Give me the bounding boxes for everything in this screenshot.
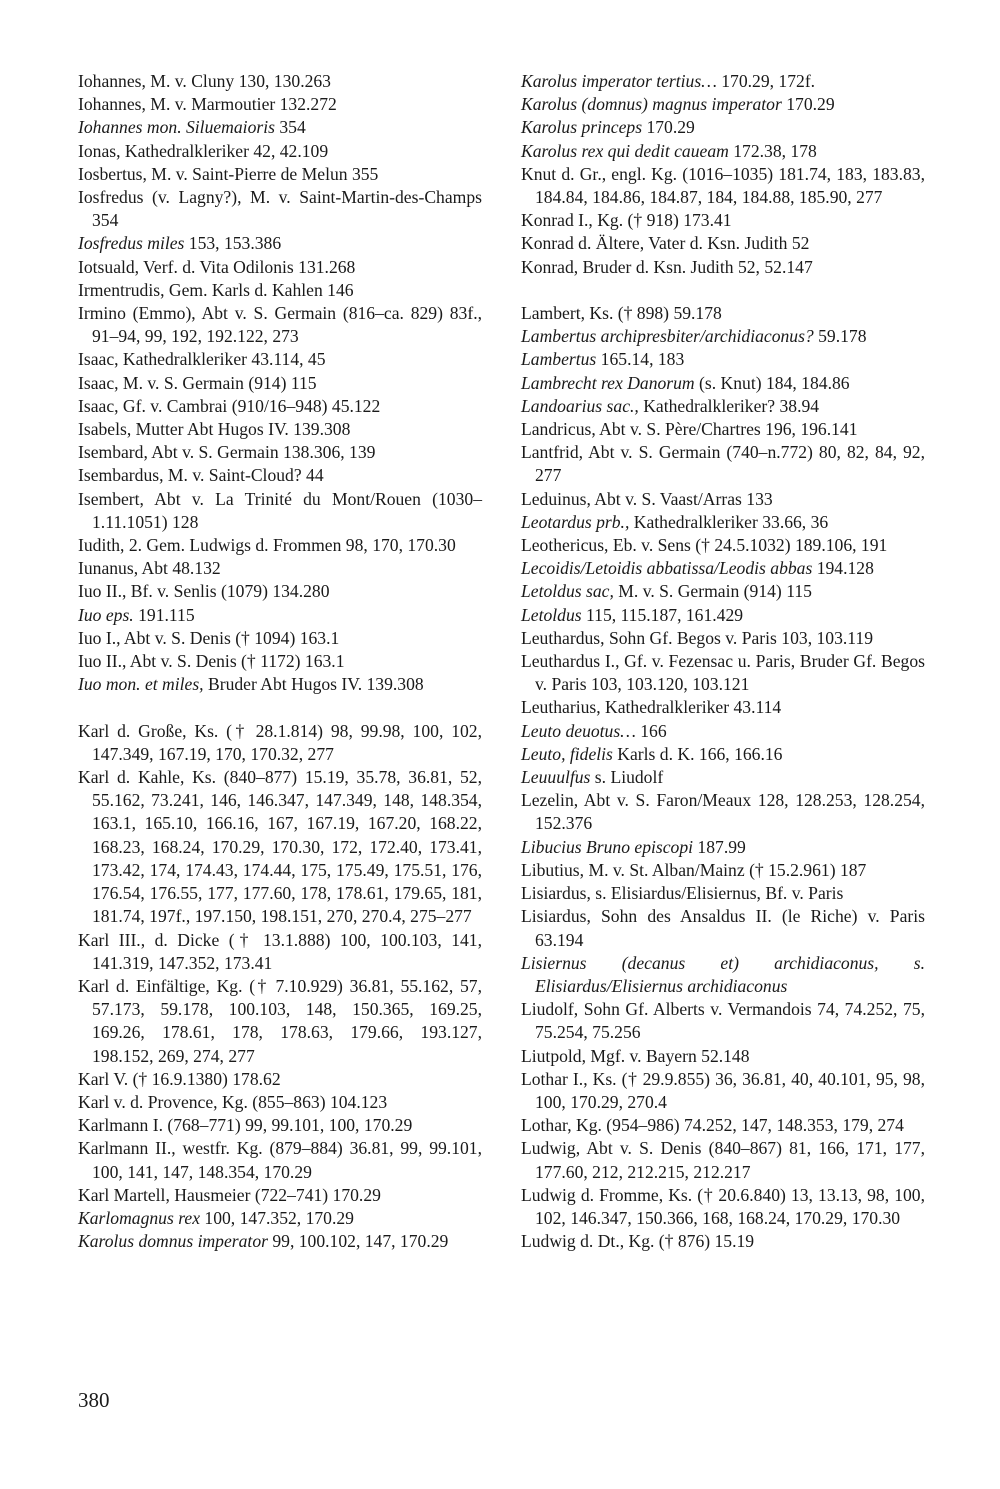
index-entry (521, 116, 925, 139)
index-entry (521, 859, 925, 882)
entry-term-italic: Letoldus (521, 604, 582, 625)
index-entry (78, 1230, 482, 1253)
page-number: 380 (78, 1388, 110, 1412)
entry-text: 172.38, 178 (728, 140, 817, 161)
entry-term-italic: Lambrecht rex Danorum (521, 372, 695, 393)
entry-text: Karl III., d. Dicke († 13.1.888) 100, 100.103, 141, 141.319, 147.352, 173.41 (78, 929, 482, 973)
entry-term-italic: Karolus princeps (521, 117, 643, 138)
entry-term-italic: Karolus domnus imperator (78, 1231, 268, 1252)
index-entry (521, 627, 925, 650)
index-entry (521, 1045, 925, 1068)
entry-text: Konrad, Bruder d. Ksn. Judith 52, 52.147 (521, 256, 813, 277)
index-entry (521, 905, 925, 951)
entry-text: 170.29 (642, 117, 695, 138)
index-entry (78, 116, 482, 139)
index-entry (521, 163, 925, 209)
entry-text: Landricus, Abt v. S. Père/Chartres 196, 196.141 (521, 419, 858, 440)
entry-text: Karl d. Einfältige, Kg. († 7.10.929) 36.81, 55.162, 57, 57.173, 59.178, 100.103, 148, 150.365, 169.25, 169.26, 178.61, 178, 178.63, 179.66, 193.127, 198.152, 269, 274, 277 (78, 975, 482, 1066)
entry-term-italic: Karolus (domnus) magnus imperator (521, 94, 782, 115)
entry-text: Bruder Abt Hugos IV. 139.308 (203, 674, 424, 695)
index-entry (78, 580, 482, 603)
index-entry (521, 766, 925, 789)
entry-text: 354 (274, 117, 306, 138)
entry-text: Lezelin, Abt v. S. Faron/Meaux 128, 128.253, 128.254, 152.376 (521, 790, 925, 834)
entry-text: (s. Knut) 184, 184.86 (694, 372, 850, 393)
index-entry (521, 302, 925, 325)
index-entry (78, 1091, 482, 1114)
entry-term-italic: Leuuulfus (521, 767, 591, 788)
index-column-right (521, 70, 925, 1253)
entry-text: 165.14, 183 (596, 349, 685, 370)
entry-text: Konrad d. Ältere, Vater d. Ksn. Judith 52 (521, 233, 810, 254)
entry-text: Iuo II., Bf. v. Senlis (1079) 134.280 (78, 581, 330, 602)
entry-text: Ludwig, Abt v. S. Denis (840–867) 81, 166, 171, 177, 177.60, 212, 212.215, 212.217 (521, 1138, 925, 1182)
index-entry (521, 418, 925, 441)
entry-text: 99, 100.102, 147, 170.29 (267, 1231, 449, 1252)
index-entry (521, 372, 925, 395)
index-entry (78, 1207, 482, 1230)
index-entry (521, 232, 925, 255)
index-entry (521, 1137, 925, 1183)
entry-text: Isembert, Abt v. La Trinité du Mont/Rouen (1030–1.11.1051) 128 (78, 488, 482, 532)
entry-term-italic: Leotardus prb., (521, 511, 630, 532)
index-entry (78, 348, 482, 371)
entry-text: 187.99 (693, 836, 746, 857)
index-entry (521, 720, 925, 743)
index-entry (78, 929, 482, 975)
entry-text: Kathedralkleriker 33.66, 36 (629, 511, 829, 532)
index-entry (521, 395, 925, 418)
entry-text: Lantfrid, Abt v. S. Germain (740–n.772) 80, 82, 84, 92, 277 (521, 442, 925, 486)
entry-term-italic: Iuo mon. et miles, (78, 674, 204, 695)
entry-text: Lothar, Kg. (954–986) 74.252, 147, 148.353, 179, 274 (521, 1115, 904, 1136)
index-entry (78, 627, 482, 650)
index-entry (78, 279, 482, 302)
entry-term-italic: Letoldus sac, (521, 581, 614, 602)
index-entry (521, 882, 925, 905)
index-entry (78, 464, 482, 487)
index-entry (78, 1184, 482, 1207)
entry-text: Isaac, M. v. S. Germain (914) 115 (78, 372, 317, 393)
index-entry (521, 696, 925, 719)
entry-text: Iohannes, M. v. Marmoutier 132.272 (78, 94, 337, 115)
index-entry (521, 952, 925, 998)
entry-text: Ionas, Kathedralkleriker 42, 42.109 (78, 140, 329, 161)
entry-text: s. Liudolf (590, 767, 664, 788)
entry-term-italic: Karolus imperator tertius… (521, 71, 717, 91)
entry-text: Knut d. Gr., engl. Kg. (1016–1035) 181.74, 183, 183.83, 184.84, 184.86, 184.87, 184, 184.88, 185.90, 277 (521, 163, 925, 208)
index-entry (521, 511, 925, 534)
index-entry (78, 372, 482, 395)
entry-text: Liudolf, Sohn Gf. Alberts v. Vermandois 74, 74.252, 75, 75.254, 75.256 (521, 999, 925, 1043)
entry-text: Konrad I., Kg. († 918) 173.41 (521, 210, 732, 231)
entry-term-italic: Iosfredus miles (78, 233, 185, 254)
entry-text: Kathedralkleriker? 38.94 (638, 395, 820, 416)
index-entry (78, 766, 482, 928)
index-entry (521, 1184, 925, 1230)
entry-text: Karlmann I. (768–771) 99, 99.101, 100, 170.29 (78, 1115, 413, 1136)
index-entry (78, 256, 482, 279)
section-gap (521, 279, 925, 302)
entry-text: Libutius, M. v. St. Alban/Mainz († 15.2.961) 187 (521, 859, 867, 880)
index-entry (78, 232, 482, 255)
index-entry (521, 256, 925, 279)
entry-term-italic: Leuto, fidelis (521, 743, 613, 764)
index-entry (78, 163, 482, 186)
index-entry (521, 1230, 925, 1253)
index-entry (521, 998, 925, 1044)
index-entry (521, 325, 925, 348)
entry-text: 166 (635, 720, 667, 741)
entry-text: Iosbertus, M. v. Saint-Pierre de Melun 355 (78, 163, 379, 184)
entry-term-italic: Karlomagnus rex (78, 1207, 201, 1228)
entry-text: Iotsuald, Verf. d. Vita Odilonis 131.268 (78, 256, 356, 277)
entry-text: Lambert, Ks. († 898) 59.178 (521, 303, 722, 324)
entry-text: Lisiardus, Sohn des Ansaldus II. (le Riche) v. Paris 63.194 (521, 906, 925, 950)
index-entry (78, 650, 482, 673)
index-entry (521, 140, 925, 163)
index-entry (78, 720, 482, 766)
index-entry (78, 441, 482, 464)
entry-text: Irmentrudis, Gem. Karls d. Kahlen 146 (78, 279, 354, 300)
index-entry (78, 604, 482, 627)
entry-text: 59.178 (813, 326, 867, 347)
entry-text: 191.115 (133, 604, 195, 625)
index-entry (521, 789, 925, 835)
entry-text: Karl v. d. Provence, Kg. (855–863) 104.123 (78, 1091, 388, 1112)
entry-term-italic: Karolus rex qui dedit caueam (521, 140, 729, 161)
entry-term-italic: Lambertus archipresbiter/archidiaconus? (521, 326, 814, 347)
index-entry (521, 70, 925, 93)
entry-text: Isaac, Kathedralkleriker 43.114, 45 (78, 349, 326, 370)
entry-text: Isaac, Gf. v. Cambrai (910/16–948) 45.122 (78, 395, 381, 416)
entry-text: Iohannes, M. v. Cluny 130, 130.263 (78, 71, 331, 91)
entry-term-italic: Iuo eps. (78, 604, 134, 625)
entry-text: Irmino (Emmo), Abt v. S. Germain (816–ca. 829) 83f., 91–94, 99, 192, 192.122, 273 (78, 303, 482, 347)
index-entry (521, 1114, 925, 1137)
entry-text: Leduinus, Abt v. S. Vaast/Arras 133 (521, 488, 773, 509)
index-entry (78, 70, 482, 93)
entry-term-italic: Landoarius sac., (521, 395, 639, 416)
entry-text: 100, 147.352, 170.29 (200, 1207, 354, 1228)
entry-term-italic: Iohannes mon. Siluemaioris (78, 117, 275, 138)
index-entry (78, 418, 482, 441)
index-entry (521, 836, 925, 859)
entry-text: Leothericus, Eb. v. Sens († 24.5.1032) 189.106, 191 (521, 535, 888, 556)
entry-text: Iosfredus (v. Lagny?), M. v. Saint-Martin-des-Champs 354 (78, 187, 482, 231)
entry-text: Karlmann II., westfr. Kg. (879–884) 36.81, 99, 99.101, 100, 141, 147, 148.354, 170.29 (78, 1138, 482, 1182)
entry-text: 153, 153.386 (184, 233, 282, 254)
index-entry (521, 441, 925, 487)
section-gap (78, 696, 482, 719)
index-entry (78, 673, 482, 696)
index-entry (78, 93, 482, 116)
index-entry (521, 650, 925, 696)
entry-term-italic: Lambertus (521, 349, 597, 370)
index-entry (78, 488, 482, 534)
entry-term-italic: Leuto deuotus… (521, 720, 636, 741)
entry-text: Leuthardus, Sohn Gf. Begos v. Paris 103, 103.119 (521, 627, 874, 648)
index-entry (78, 186, 482, 232)
index-entry (521, 604, 925, 627)
entry-text: Iudith, 2. Gem. Ludwigs d. Frommen 98, 170, 170.30 (78, 535, 456, 556)
entry-text: 170.29, 172f. (716, 71, 816, 91)
index-column-left (78, 70, 482, 1253)
entry-text: Liutpold, Mgf. v. Bayern 52.148 (521, 1045, 750, 1066)
index-entry (78, 1068, 482, 1091)
entry-text: Lothar I., Ks. († 29.9.855) 36, 36.81, 40, 40.101, 95, 98, 100, 170.29, 270.4 (521, 1068, 925, 1112)
index-entry (78, 1137, 482, 1183)
index-entry (521, 1068, 925, 1114)
index-entry (521, 348, 925, 371)
entry-term-italic: Libucius Bruno episcopi (521, 836, 694, 857)
entry-text: Karl d. Kahle, Ks. (840–877) 15.19, 35.78, 36.81, 52, 55.162, 73.241, 146, 146.347, 147.349, 148, 148.354, 163.1, 165.10, 166.16, 167, 167.19, 167.20, 168.22, 168.23, 168.24, 170.29, 170.30, 172, 172.40, 173.41, 173.42, 174, 174.43, 174.44, 175, 175.49, 175.51, 176, 176.54, 176.55, 177, 177.60, 178, 178.61, 179.65, 181, 181.74, 197f., 197.150, 198.151, 270, 270.4, 275–277 (78, 767, 482, 927)
entry-term-italic: Lecoidis/Letoidis abbatissa/Leodis abbas (521, 558, 813, 579)
entry-text: Karl V. († 16.9.1380) 178.62 (78, 1068, 281, 1089)
index-entry (521, 534, 925, 557)
index-entry (521, 93, 925, 116)
index-entry (521, 488, 925, 511)
entry-text: Isembard, Abt v. S. Germain 138.306, 139 (78, 442, 376, 463)
entry-text: Isabels, Mutter Abt Hugos IV. 139.308 (78, 419, 351, 440)
entry-text: Leutharius, Kathedralkleriker 43.114 (521, 697, 782, 718)
index-entry (78, 1114, 482, 1137)
entry-text: Karls d. K. 166, 166.16 (612, 743, 783, 764)
index-entry (78, 302, 482, 348)
index-entry (78, 557, 482, 580)
entry-text: Ludwig d. Fromme, Ks. († 20.6.840) 13, 13.13, 98, 100, 102, 146.347, 150.366, 168, 168.24, 170.29, 170.30 (521, 1184, 925, 1228)
entry-text: Iuo II., Abt v. S. Denis († 1172) 163.1 (78, 651, 345, 672)
index-entry (78, 975, 482, 1068)
entry-text: Iuo I., Abt v. S. Denis († 1094) 163.1 (78, 627, 340, 648)
entry-text: M. v. S. Germain (914) 115 (613, 581, 812, 602)
index-entry (521, 580, 925, 603)
index-entry (521, 209, 925, 232)
entry-text: 194.128 (812, 558, 874, 579)
entry-text: Karl Martell, Hausmeier (722–741) 170.29 (78, 1184, 381, 1205)
index-entry (521, 557, 925, 580)
entry-text: Lisiardus, s. Elisiardus/Elisiernus, Bf. v. Paris (521, 883, 844, 904)
entry-text: Iunanus, Abt 48.132 (78, 558, 221, 579)
entry-text: Karl d. Große, Ks. († 28.1.814) 98, 99.98, 100, 102, 147.349, 167.19, 170, 170.32, 277 (78, 720, 482, 764)
index-entry (521, 743, 925, 766)
entry-text: Leuthardus I., Gf. v. Fezensac u. Paris, Bruder Gf. Begos v. Paris 103, 103.120, 103.121 (521, 651, 925, 695)
entry-text: Ludwig d. Dt., Kg. († 876) 15.19 (521, 1231, 755, 1252)
index-entry (78, 534, 482, 557)
entry-text: Isembardus, M. v. Saint-Cloud? 44 (78, 465, 324, 486)
index-entry (78, 140, 482, 163)
entry-text: 115, 115.187, 161.429 (581, 604, 744, 625)
entry-text: 170.29 (781, 94, 835, 115)
entry-term-italic: Lisiernus (decanus et) archidiaconus, s. Elisiardus/Elisiernus archidiaconus (521, 952, 925, 996)
index-entry (78, 395, 482, 418)
